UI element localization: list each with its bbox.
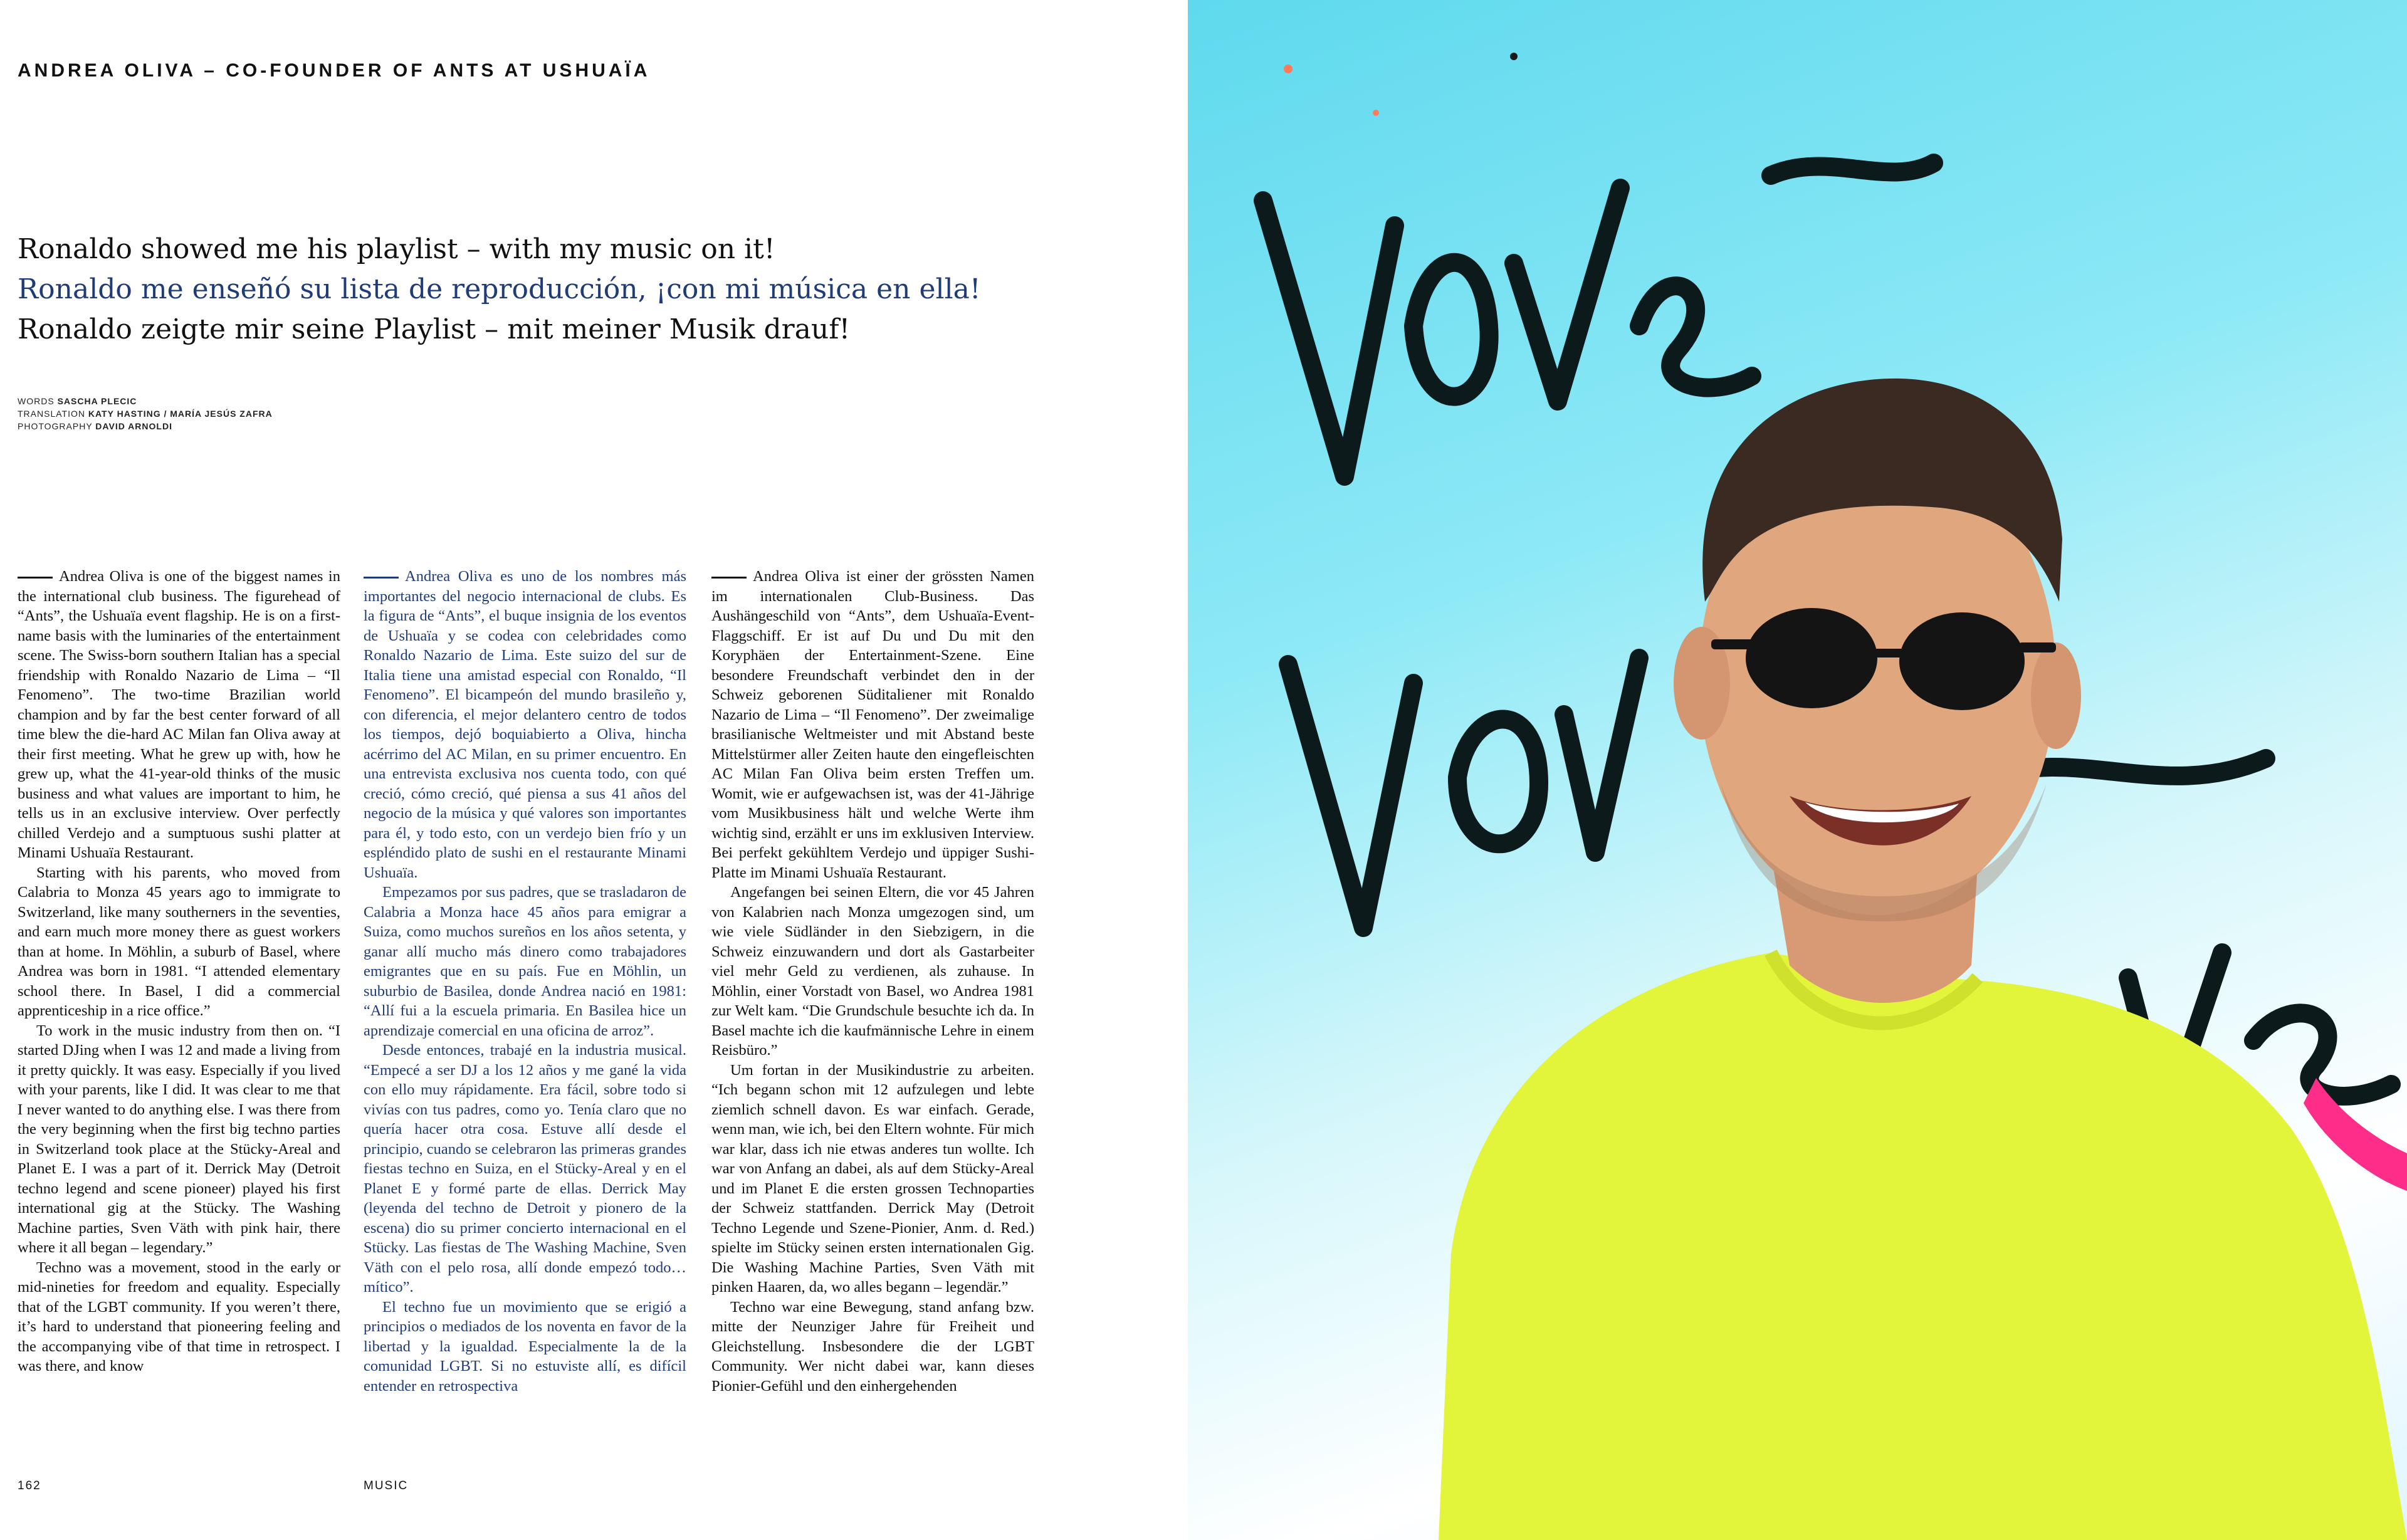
lead-rule <box>364 577 399 579</box>
lead-rule <box>18 577 53 579</box>
paragraph-text: Andrea Oliva is one of the biggest names in the international club business. The figurehead of “Ants”, the Ushuaïa event flagship. He is on a first-name basis with the luminaries of the entertainment scene. The Swiss-born southern Italian has a special friendship with Ronaldo Nazario de Lima – “Il Fenomeno”. The two-time Brazilian world champion and by far the best center forward of all time blew the die-hard AC Milan fan Oliva away at their first meeting. What he grew up with, how he grew up, what the 41-year-old thinks of the music business and what values are important to him, he tells us in an exclusive interview. Over perfectly chilled Verdejo and a sumptuous sushi platter at Minami Ushuaïa Restaurant. <box>18 568 340 861</box>
credits-block <box>18 395 273 432</box>
paint-dot <box>1373 110 1379 116</box>
paragraph: Starting with his parents, who moved from Calabria to Monza 45 years ago to immigrate to Switzerland, like many southerners in the seventies, and earn much more money there as guest workers than at home. In Möhlin, a suburb of Basel, where Andrea was born in 1981. “I attended elementary school there. In Basel, I did a commercial apprenticeship in a rice office.” <box>18 864 340 1019</box>
headline-english: Ronaldo showed me his playlist – with my music on it! <box>18 233 775 265</box>
credit-name: DAVID ARNOLDI <box>95 421 172 431</box>
credit-photography <box>18 420 273 432</box>
headline-german: Ronaldo zeigte mir seine Playlist – mit meiner Musik drauf! <box>18 313 851 345</box>
paragraph: El techno fue un movimiento que se erigió a principios o mediados de los noventa en favor de la libertad y la igualdad. Especialmente la de la comunidad LGBT. Si no estuviste allí, es difícil entender en retrospectiva <box>364 1298 686 1395</box>
credit-label: TRANSLATION <box>18 409 85 419</box>
paint-dot <box>1510 53 1518 60</box>
paragraph: Techno war eine Bewegung, stand anfang bzw. mitte der Neunziger Jahre für Freiheit und Gleichstellung. Insbesondere die der LGBT Community. Wer nicht dabei war, kann dieses Pionier-Gefühl und den einhergehenden <box>711 1298 1034 1395</box>
credit-words <box>18 395 273 407</box>
paragraph: Um fortan in der Musikindustrie zu arbeiten. “Ich begann schon mit 12 aufzulegen und lebte ziemlich schnell davon. Es war einfach. Gerade, wenn man, wie ich, bei den Eltern wohnte. Für mich war klar, dass ich nie etwas anderes tun wollte. Ich war von Anfang an dabei, als auf dem Stücky-Areal und im Planet E die ersten grossen Technoparties der Schweiz stattfanden. Derrick May (Detroit Techno Legende und Szene-Pionier, Anm. d. Red.) spielte im Stücky seinen ersten internationalen Gig. Die Washing Machine Parties, Sven Väth mit pinken Haaren, da, wo alles begann – legendär.” <box>711 1061 1034 1296</box>
section-label: MUSIC <box>364 1479 409 1492</box>
portrait-illustration <box>1188 0 2407 1540</box>
column-german <box>711 567 1034 1472</box>
paragraph-text: Andrea Oliva es uno de los nombres más importantes del negocio internacional de clubs. Es la figura de “Ants”, el buque insignia de los eventos de Ushuaïa y se codea con celebridades como Ronaldo Nazario de Lima. Este suizo del sur de Italia tiene una amistad especial con Ronaldo, “Il Fenomeno”. El bicampeón del mundo brasileño y, con diferencia, el mejor delantero centro de todos los tiempos, dejó boquiabierto a Oliva, hincha acérrimo del AC Milan, en su primer encuentro. En una entrevista exclusiva nos cuenta todo, con qué creció, cómo creció, qué piensa a sus 41 años del negocio de la música y qué valores son importantes para él, y todo esto, con un verdejo bien frío y un espléndido plato de sushi en el restaurante Minami Ushuaïa. <box>364 568 686 881</box>
paragraph: To work in the music industry from then on. “I started DJing when I was 12 and made a living from it pretty quickly. It was easy. Especially if you lived with your parents, like I did. It was clear to me that I never wanted to do anything else. I was there from the very beginning when the first big techno parties in Switzerland took place at the Stücky-Areal and Planet E. I was a part of it. Derrick May (Detroit techno legend and scene pioneer) played his first international gig at the Stücky. The Washing Machine parties, Sven Väth with pink hair, there where it all began – legendary.” <box>18 1022 340 1256</box>
paragraph: Techno was a movement, stood in the early or mid-nineties for freedom and equality. Especially that of the LGBT community. If you weren’t there, it’s hard to understand that pioneering feeling and the accompanying vibe of that time in retrospect. I was there, and know <box>18 1259 340 1375</box>
paint-dot <box>1284 65 1293 73</box>
article-page <box>0 0 1188 1540</box>
column-spanish <box>364 567 686 1472</box>
paragraph <box>18 567 340 863</box>
portrait-photo <box>1188 0 2407 1540</box>
credit-label: WORDS <box>18 396 55 406</box>
page-number: 162 <box>18 1479 41 1492</box>
credit-name: SASCHA PLECIC <box>57 396 137 406</box>
article-kicker: ANDREA OLIVA – CO-FOUNDER OF ANTS AT USHUAÏA <box>18 60 651 81</box>
credit-name: KATY HASTING / MARÍA JESÚS ZAFRA <box>88 409 273 419</box>
lead-rule <box>711 577 747 579</box>
credit-translation <box>18 407 273 420</box>
paragraph: Empezamos por sus padres, que se trasladaron de Calabria a Monza hace 45 años para emigrar a Suiza, como muchos sureños en los años setenta, y ganar allí mucho más dinero como trabajadores emigrantes que en su país. Fue en Möhlin, un suburbio de Basilea, donde Andrea nació en 1981: “Allí fui a la escuela primaria. En Basilea hice un aprendizaje comercial en una oficina de arroz”. <box>364 884 686 1039</box>
column-english <box>18 567 340 1472</box>
paragraph-text: Andrea Oliva ist einer der grössten Namen im internationalen Club-Business. Das Aushängeschild von “Ants”, dem Ushuaïa-Event-Flaggschiff. Er ist auf Du und Du mit den Koryphäen der Entertainment-Szene. Eine besondere Freundschaft verbindet den in der Schweiz geborenen Süditaliener mit Ronaldo Nazario de Lima – “Il Fenomeno”. Der zweimalige brasilianische Weltmeister und mit Abstand beste Mittelstürmer aller Zeiten haute den eingefleischten AC Milan Fan Oliva beim ersten Treffen um. Womit, wie er aufgewachsen ist, was der 41-Jährige vom Musikbusiness hält und welche Werte ihm wichtig sind, erzählt er uns im exklusiven Interview. Bei perfekt gekühltem Verdejo und üppiger Sushi-Platte im Minami Ushuaïa Restaurant. <box>711 568 1034 881</box>
paragraph: Angefangen bei seinen Eltern, die vor 45 Jahren von Kalabrien nach Monza umgezogen sind, um wie viele Südländer in den Siebzigern, in die Schweiz einzuwandern und dort als Gastarbeiter viel mehr Geld zu verdienen, als zuhause. In Möhlin, einer Vorstadt von Basel, wo Andrea 1981 zur Welt kam. “Die Grundschule besuchte ich da. In Basel machte ich die kaufmännische Lehre in einem Reisbüro.” <box>711 884 1034 1059</box>
paragraph: Desde entonces, trabajé en la industria musical. “Empecé a ser DJ a los 12 años y me gané la vida con ello muy rápidamente. Era fácil, sobre todo si vivías con tus padres, como yo. Tenía claro que no quería hacer otra cosa. Estuve allí desde el principio, cuando se celebraron las primeras grandes fiestas techno en Suiza, en el Stücky-Areal y en el Planet E y formé parte de ellas. Derrick May (leyenda del techno de Detroit y pionero de la escena) dio su primer concierto internacional en el Stücky. Las fiestas de The Washing Machine, Sven Väth con el pelo rosa, allí donde empezó todo… mítico”. <box>364 1042 686 1296</box>
headline-spanish: Ronaldo me enseñó su lista de reproducción, ¡con mi música en ella! <box>18 273 981 305</box>
ear-right <box>2031 642 2081 749</box>
paragraph <box>364 567 686 883</box>
credit-label: PHOTOGRAPHY <box>18 421 93 431</box>
paragraph <box>711 567 1034 883</box>
